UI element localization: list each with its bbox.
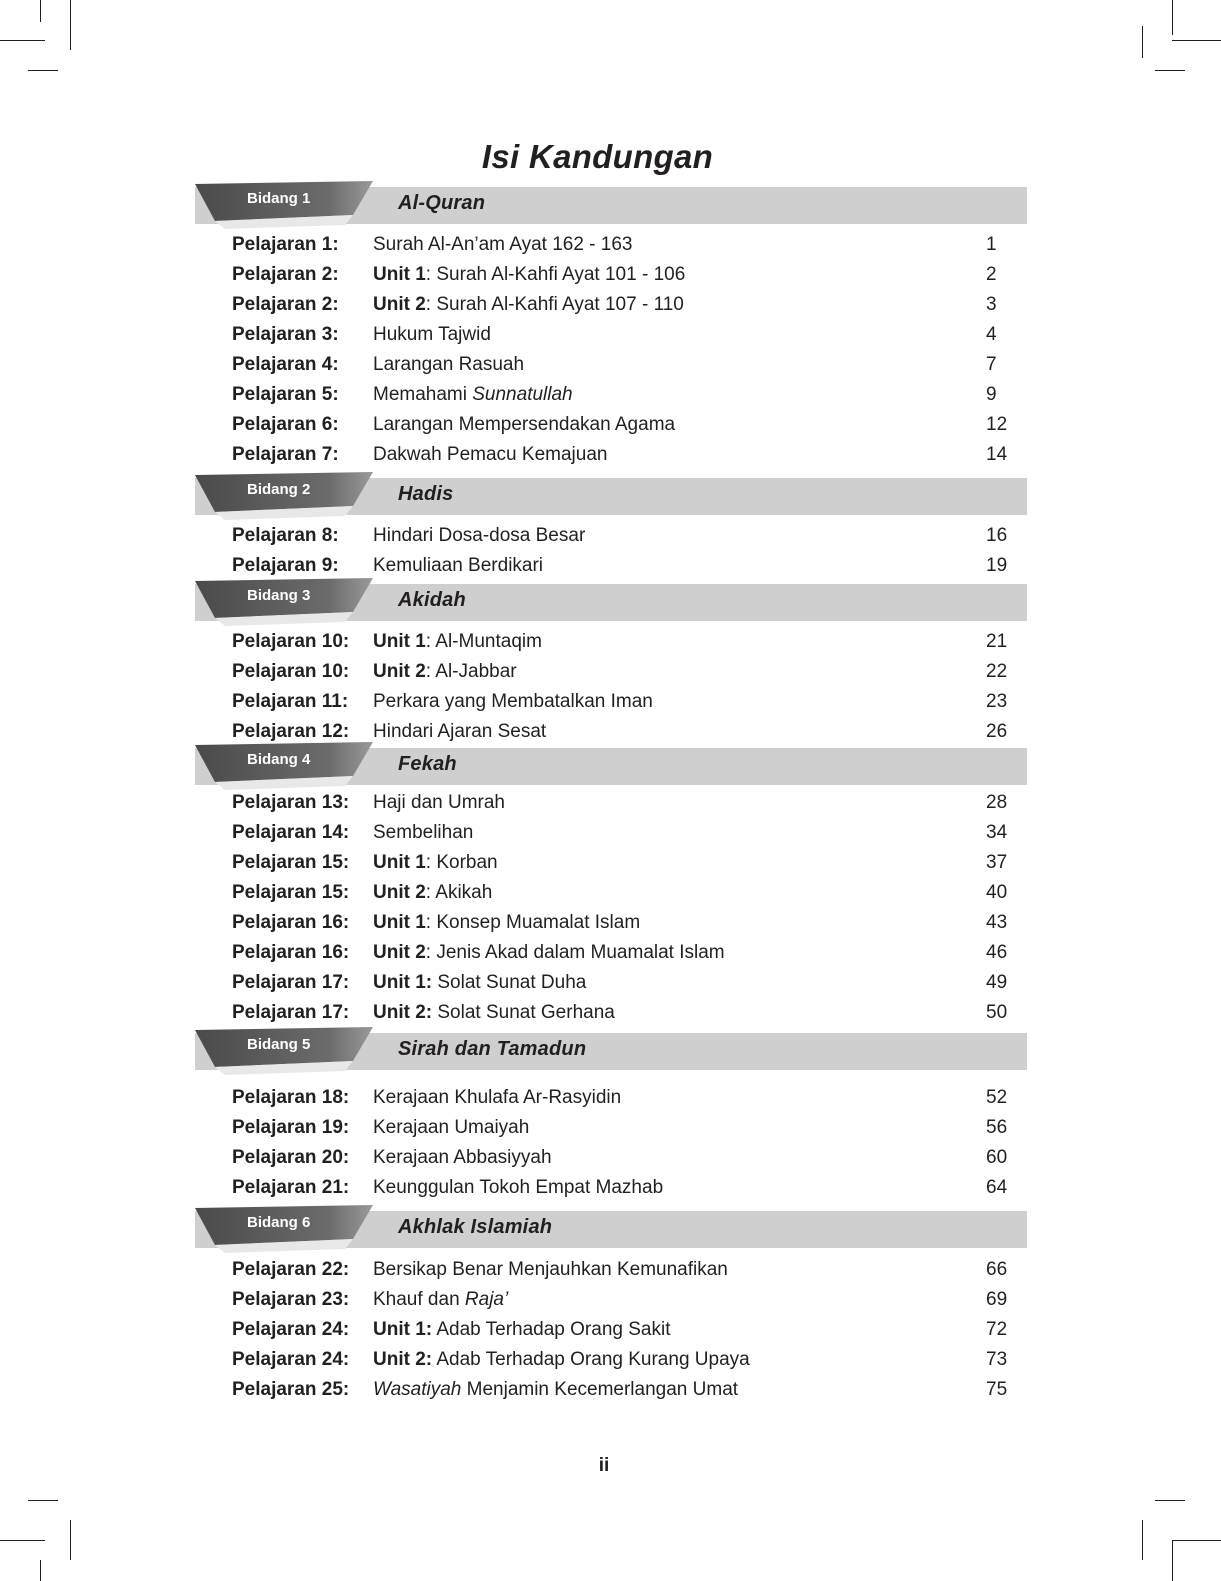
topic-text xyxy=(373,1255,728,1285)
topic-text xyxy=(373,1173,663,1203)
topic-text xyxy=(373,1113,529,1143)
section-title: Hadis xyxy=(398,483,454,505)
page-ref: 72 xyxy=(986,1319,1008,1340)
topic-title: Hindari Dosa-dosa Besar xyxy=(373,525,586,546)
toc-entry[interactable] xyxy=(0,878,1221,908)
toc-entry[interactable] xyxy=(0,1083,1221,1113)
section-tab-label: Bidang 3 xyxy=(247,587,311,604)
section-title: Sirah dan Tamadun xyxy=(398,1038,587,1060)
page-ref: 43 xyxy=(986,912,1008,933)
toc-entry[interactable] xyxy=(0,657,1221,687)
crop-mark xyxy=(1142,1520,1143,1560)
page-number: ii xyxy=(598,1455,610,1476)
page-ref: 69 xyxy=(986,1289,1008,1310)
unit-label: Unit 2 xyxy=(373,294,426,315)
lesson-label: Pelajaran 3: xyxy=(232,324,339,345)
topic-title: : Korban xyxy=(425,852,498,873)
topic-text xyxy=(373,1375,738,1405)
page-ref: 28 xyxy=(986,792,1008,813)
toc-entry[interactable] xyxy=(0,290,1221,320)
section-title: Akhlak Islamiah xyxy=(398,1216,553,1238)
unit-label: Unit 2: xyxy=(373,1349,433,1370)
page-ref: 12 xyxy=(986,414,1008,435)
toc-entry[interactable] xyxy=(0,440,1221,470)
topic-text xyxy=(373,290,684,320)
section-tab xyxy=(195,578,375,628)
toc-entry[interactable] xyxy=(0,687,1221,717)
crop-mark xyxy=(0,40,45,41)
lesson-label: Pelajaran 1: xyxy=(232,234,339,255)
unit-label: Unit 2: xyxy=(373,1002,433,1023)
topic-title: Hindari Ajaran Sesat xyxy=(373,721,547,742)
topic-title: Solat Sunat Gerhana xyxy=(432,1002,615,1023)
toc-entry[interactable] xyxy=(0,350,1221,380)
topic-text xyxy=(373,440,607,470)
topic-text xyxy=(373,1285,508,1315)
page-ref: 64 xyxy=(986,1177,1008,1198)
lesson-label: Pelajaran 24: xyxy=(232,1349,350,1370)
page-ref: 52 xyxy=(986,1087,1008,1108)
unit-label: Unit 2 xyxy=(373,661,426,682)
lesson-label: Pelajaran 16: xyxy=(232,942,350,963)
page-ref: 4 xyxy=(986,324,997,345)
topic-text xyxy=(373,908,640,938)
unit-label: Unit 1 xyxy=(373,264,426,285)
topic-title: Kerajaan Umaiyah xyxy=(373,1117,530,1138)
toc-entry[interactable] xyxy=(0,1173,1221,1203)
section-tab-label: Bidang 4 xyxy=(247,751,311,768)
page-ref: 22 xyxy=(986,661,1008,682)
toc-entry[interactable] xyxy=(0,1345,1221,1375)
topic-title: Dakwah Pemacu Kemajuan xyxy=(373,444,608,465)
lesson-label: Pelajaran 12: xyxy=(232,721,350,742)
topic-text xyxy=(373,998,615,1028)
topic-title: : Al-Jabbar xyxy=(425,661,517,682)
page-ref: 46 xyxy=(986,942,1008,963)
page-ref: 7 xyxy=(986,354,997,375)
page-ref: 49 xyxy=(986,972,1008,993)
toc-entry[interactable] xyxy=(0,788,1221,818)
topic-title: Kerajaan Abbasiyyah xyxy=(373,1147,552,1168)
lesson-label: Pelajaran 5: xyxy=(232,384,339,405)
lesson-label: Pelajaran 9: xyxy=(232,555,339,576)
topic-title: Hukum Tajwid xyxy=(373,324,491,345)
topic-text xyxy=(373,260,685,290)
lesson-label: Pelajaran 18: xyxy=(232,1087,350,1108)
lesson-label: Pelajaran 15: xyxy=(232,882,350,903)
unit-label: Unit 1: xyxy=(373,972,433,993)
toc-entry[interactable] xyxy=(0,260,1221,290)
topic-title: : Surah Al-Kahfi Ayat 101 - 106 xyxy=(425,264,686,285)
topic-title: : Jenis Akad dalam Muamalat Islam xyxy=(425,942,725,963)
topic-text xyxy=(373,818,473,848)
toc-entry[interactable] xyxy=(0,998,1221,1028)
toc-entry[interactable] xyxy=(0,1375,1221,1405)
page-ref: 34 xyxy=(986,822,1008,843)
lesson-label: Pelajaran 14: xyxy=(232,822,350,843)
topic-text xyxy=(373,1083,621,1113)
lesson-label: Pelajaran 17: xyxy=(232,1002,350,1023)
topic-title: Perkara yang Membatalkan Iman xyxy=(373,691,653,712)
toc-entry[interactable] xyxy=(0,410,1221,440)
topic-text xyxy=(373,320,491,350)
topic-text xyxy=(373,350,524,380)
section-tab xyxy=(195,742,375,792)
crop-mark xyxy=(1172,0,1173,35)
page-ref: 37 xyxy=(986,852,1008,873)
topic-title: Adab Terhadap Orang Kurang Upaya xyxy=(432,1349,750,1370)
toc-entry[interactable] xyxy=(0,320,1221,350)
lesson-label: Pelajaran 17: xyxy=(232,972,350,993)
section-tab-label: Bidang 5 xyxy=(247,1036,311,1053)
crop-mark xyxy=(0,1540,45,1541)
toc-entry[interactable] xyxy=(0,380,1221,410)
topic-title: Larangan Rasuah xyxy=(373,354,525,375)
toc-entry[interactable] xyxy=(0,1143,1221,1173)
crop-mark xyxy=(1172,40,1221,41)
unit-label: Unit 2 xyxy=(373,882,426,903)
topic-title: Larangan Mempersendakan Agama xyxy=(373,414,676,435)
toc-entry[interactable] xyxy=(0,627,1221,657)
crop-mark xyxy=(1142,26,1143,58)
topic-title: Menjamin Kecemerlangan Umat xyxy=(461,1379,739,1400)
page-title: Isi Kandungan xyxy=(481,138,714,175)
lesson-label: Pelajaran 13: xyxy=(232,792,350,813)
page-ref: 56 xyxy=(986,1117,1008,1138)
topic-text xyxy=(373,627,542,657)
topic-italic: Raja’ xyxy=(464,1289,509,1310)
crop-mark xyxy=(40,1560,41,1581)
unit-label: Unit 1: xyxy=(373,1319,433,1340)
page-ref: 1 xyxy=(986,234,997,255)
crop-mark xyxy=(40,0,41,22)
crop-mark xyxy=(70,0,71,50)
topic-text xyxy=(373,1315,670,1345)
toc-entry[interactable] xyxy=(0,1285,1221,1315)
page-ref: 2 xyxy=(986,264,997,285)
page-ref: 40 xyxy=(986,882,1008,903)
toc-entry[interactable] xyxy=(0,1113,1221,1143)
lesson-label: Pelajaran 20: xyxy=(232,1147,350,1168)
topic-text xyxy=(373,551,543,581)
topic-text xyxy=(373,878,492,908)
lesson-label: Pelajaran 7: xyxy=(232,444,339,465)
topic-text xyxy=(373,1345,750,1375)
crop-mark xyxy=(70,1520,71,1560)
page-ref: 23 xyxy=(986,691,1008,712)
section-title: Fekah xyxy=(398,753,457,775)
topic-text xyxy=(373,410,675,440)
lesson-label: Pelajaran 4: xyxy=(232,354,339,375)
page-ref: 66 xyxy=(986,1259,1008,1280)
toc-entry[interactable] xyxy=(0,938,1221,968)
toc-entry[interactable] xyxy=(0,1255,1221,1285)
page-ref: 73 xyxy=(986,1349,1008,1370)
section-tab-label: Bidang 6 xyxy=(247,1214,311,1231)
topic-text xyxy=(373,717,546,747)
page-ref: 26 xyxy=(986,721,1008,742)
crop-mark xyxy=(1155,1500,1185,1501)
toc-entry[interactable] xyxy=(0,968,1221,998)
unit-label: Unit 2 xyxy=(373,942,426,963)
topic-title: : Al-Muntaqim xyxy=(425,631,542,652)
lesson-label: Pelajaran 8: xyxy=(232,525,339,546)
page-ref: 9 xyxy=(986,384,997,405)
page-ref: 50 xyxy=(986,1002,1008,1023)
topic-title: Solat Sunat Duha xyxy=(432,972,587,993)
topic-title: Surah Al-An’am Ayat 162 - 163 xyxy=(373,234,633,255)
lesson-label: Pelajaran 2: xyxy=(232,264,339,285)
lesson-label: Pelajaran 10: xyxy=(232,631,350,652)
page-ref: 3 xyxy=(986,294,997,315)
section-tab-label: Bidang 1 xyxy=(247,190,311,207)
section-tab xyxy=(195,181,375,231)
toc-entry[interactable] xyxy=(0,230,1221,260)
section-title: Al-Quran xyxy=(398,192,486,214)
unit-label: Unit 1 xyxy=(373,852,426,873)
topic-title: Kemuliaan Berdikari xyxy=(373,555,544,576)
topic-title: Adab Terhadap Orang Sakit xyxy=(432,1319,671,1340)
topic-text xyxy=(373,938,725,968)
unit-label: Unit 1 xyxy=(373,631,426,652)
topic-title: Memahami xyxy=(373,384,473,405)
topic-text xyxy=(373,521,585,551)
toc-entry[interactable] xyxy=(0,848,1221,878)
toc-entry[interactable] xyxy=(0,717,1221,747)
crop-mark xyxy=(28,70,58,71)
toc-entry[interactable] xyxy=(0,818,1221,848)
page-ref: 75 xyxy=(986,1379,1008,1400)
lesson-label: Pelajaran 19: xyxy=(232,1117,350,1138)
lesson-label: Pelajaran 15: xyxy=(232,852,350,873)
topic-title: Bersikap Benar Menjauhkan Kemunafikan xyxy=(373,1259,728,1280)
topic-text xyxy=(373,230,632,260)
page-ref: 16 xyxy=(986,525,1008,546)
lesson-label: Pelajaran 21: xyxy=(232,1177,350,1198)
crop-mark xyxy=(1172,1540,1173,1581)
topic-title: Sembelihan xyxy=(373,822,474,843)
lesson-label: Pelajaran 16: xyxy=(232,912,350,933)
toc-entry[interactable] xyxy=(0,521,1221,551)
section-tab xyxy=(195,1205,375,1255)
topic-text xyxy=(373,968,586,998)
lesson-label: Pelajaran 2: xyxy=(232,294,339,315)
lesson-label: Pelajaran 24: xyxy=(232,1319,350,1340)
lesson-label: Pelajaran 25: xyxy=(232,1379,350,1400)
section-tab xyxy=(195,1027,375,1077)
topic-text xyxy=(373,848,498,878)
toc-entry[interactable] xyxy=(0,551,1221,581)
page-ref: 21 xyxy=(986,631,1008,652)
section-tab xyxy=(195,472,375,522)
page-ref: 60 xyxy=(986,1147,1008,1168)
topic-title: Haji dan Umrah xyxy=(373,792,505,813)
lesson-label: Pelajaran 23: xyxy=(232,1289,350,1310)
lesson-label: Pelajaran 22: xyxy=(232,1259,350,1280)
page-ref: 19 xyxy=(986,555,1008,576)
page-ref: 14 xyxy=(986,444,1008,465)
crop-mark xyxy=(28,1500,58,1501)
topic-title: : Surah Al-Kahfi Ayat 107 - 110 xyxy=(425,294,684,315)
lesson-label: Pelajaran 10: xyxy=(232,661,350,682)
topic-title: : Akikah xyxy=(425,882,493,903)
lesson-label: Pelajaran 6: xyxy=(232,414,339,435)
topic-text xyxy=(373,657,517,687)
topic-title: Keunggulan Tokoh Empat Mazhab xyxy=(373,1177,664,1198)
topic-text xyxy=(373,687,653,717)
section-tab-label: Bidang 2 xyxy=(247,481,311,498)
topic-title: : Konsep Muamalat Islam xyxy=(425,912,641,933)
topic-text xyxy=(373,788,505,818)
topic-title: Kerajaan Khulafa Ar-Rasyidin xyxy=(373,1087,622,1108)
topic-italic: Sunnatullah xyxy=(472,384,573,405)
topic-text xyxy=(373,1143,552,1173)
topic-title: Khauf dan xyxy=(373,1289,465,1310)
toc-entry[interactable] xyxy=(0,1315,1221,1345)
crop-mark xyxy=(1172,1540,1221,1541)
topic-italic: Wasatiyah xyxy=(373,1379,462,1400)
lesson-label: Pelajaran 11: xyxy=(232,691,349,712)
topic-text xyxy=(373,380,573,410)
section-title: Akidah xyxy=(398,589,466,611)
toc-entry[interactable] xyxy=(0,908,1221,938)
crop-mark xyxy=(1155,70,1185,71)
unit-label: Unit 1 xyxy=(373,912,426,933)
